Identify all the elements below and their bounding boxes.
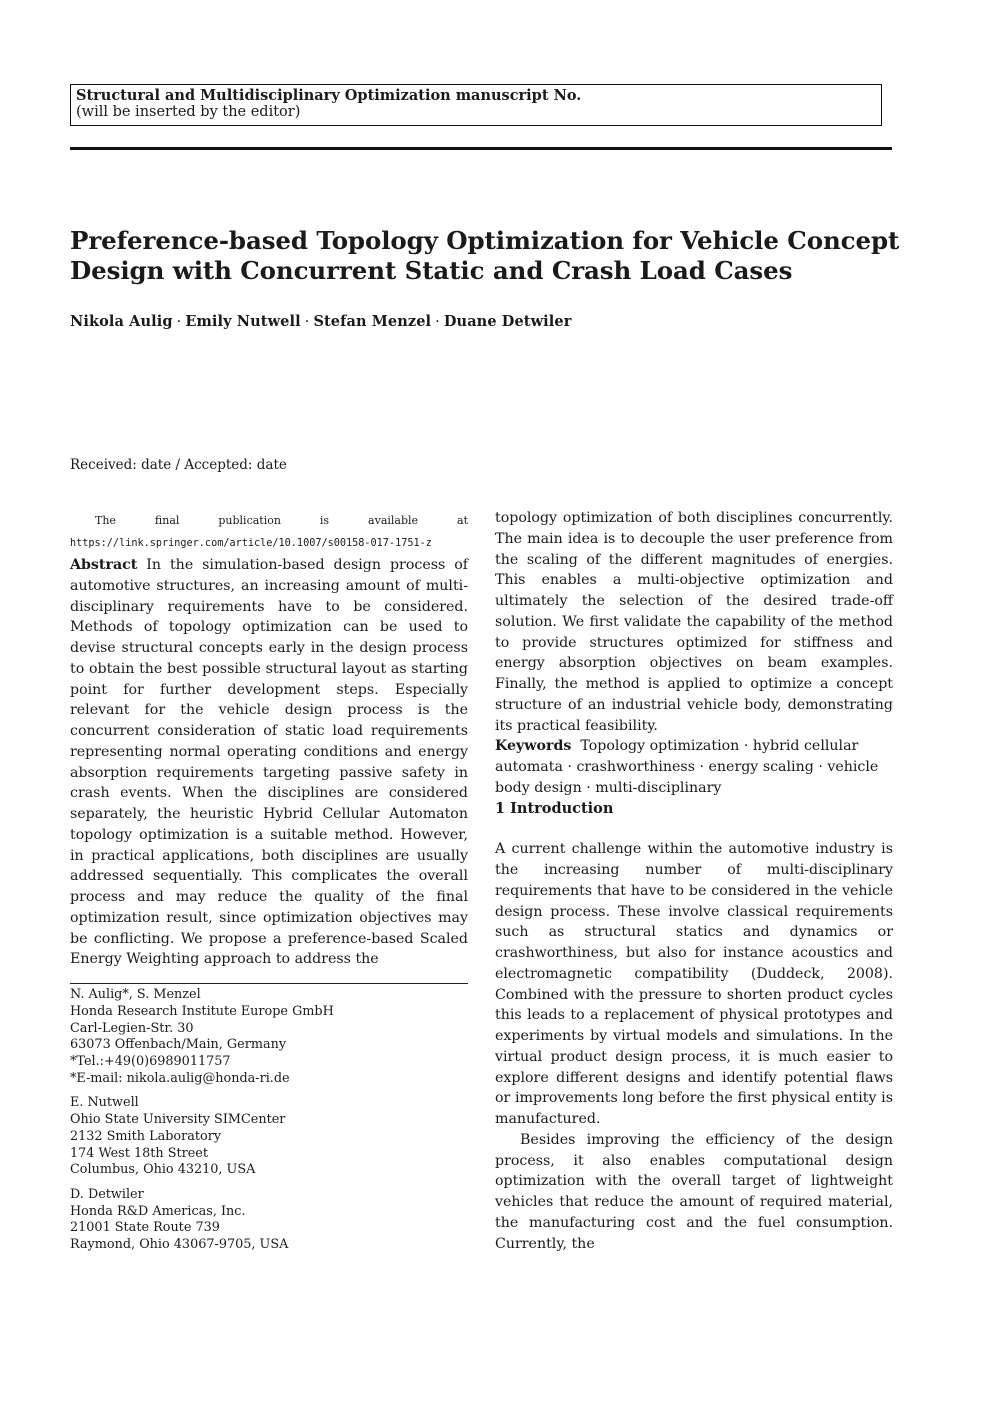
publication-note-text: The final publication is available at bbox=[95, 514, 468, 527]
affiliation-line: *E-mail: nikola.aulig@honda-ri.de bbox=[70, 1070, 290, 1086]
left-column bbox=[70, 510, 468, 970]
abstract-label: Abstract bbox=[70, 557, 138, 573]
affiliation-block bbox=[70, 987, 468, 1088]
affiliation-line: N. Aulig*, S. Menzel bbox=[70, 987, 201, 1002]
journal-header-box bbox=[70, 84, 882, 126]
abstract bbox=[70, 555, 468, 970]
footnote-rule bbox=[70, 983, 468, 984]
affiliation-line: Ohio State University SIMCenter bbox=[70, 1112, 286, 1128]
author-name: Emily Nutwell bbox=[185, 313, 301, 330]
keywords-label: Keywords bbox=[495, 738, 572, 755]
affiliation-line: Honda R&D Americas, Inc. bbox=[70, 1203, 246, 1219]
abstract-text: In the simulation-based design process of automotive structures, an increasing amount of multi-disciplinary requirements have to be considered. Methods of topology optimization can be used to devise structural concepts early in the design process to obtain the best possible structural layout as starting point for further development steps. Especially relevant for the vehicle design process is the concurrent consideration of static load requirements representing normal operating conditions and energy absorption requirements targeting passive safety in crash events. When the disciplines are considered separately, the heuristic Hybrid Cellular Automaton topology optimization is a suitable method. However, in practical applications, both disciplines are usually addressed sequentially. This complicates the overall process and may reduce the quality of the final optimization result, since optimization objectives may be conflicting. We propose a preference-based Scaled Energy Weighting approach to address the bbox=[70, 557, 469, 968]
paragraph: Besides improving the efficiency of the design process, it also enables computational design optimization with the overall target of lightweight vehicles that reduce the amount of required material, the manufacturing cost and the fuel consumption. Currently, the bbox=[495, 1131, 893, 1252]
keywords-text: Topology optimization · hybrid cellular automata · crashworthiness · energy scaling · vehicle body design · multi-disciplinary bbox=[495, 738, 879, 796]
author-name: Duane Detwiler bbox=[443, 313, 572, 330]
paper-title: Preference-based Topology Optimization for Vehicle Concept Design with Concurrent Static and Crash Load Cases bbox=[70, 226, 900, 285]
editor-note: (will be inserted by the editor) bbox=[76, 104, 301, 120]
publication-note bbox=[70, 510, 468, 555]
section-heading: 1 Introduction bbox=[495, 799, 614, 817]
affiliation-line: Raymond, Ohio 43067-9705, USA bbox=[70, 1237, 289, 1253]
affiliation-line: Carl-Legien-Str. 30 bbox=[70, 1020, 194, 1036]
author-separator: · bbox=[304, 314, 310, 330]
affiliation-line: Honda Research Institute Europe GmbH bbox=[70, 1003, 334, 1019]
journal-name: Structural and Multidisciplinary Optimization manuscript No. bbox=[76, 87, 582, 104]
paragraph: A current challenge within the automotive industry is the increasing number of multi-disciplinary requirements that have to be considered in the vehicle design process. These involve classical requirements such as structural statics and dynamics or crashworthiness, but also for instance acoustics and electromagnetic compatibility (Duddeck, 2008). Combined with the pressure to shorten product cycles this leads to a replacement of physical prototypes and experiments by virtual models and simulations. In the virtual product design process, it is much easier to explore different designs and identify potential flaws or improvements long before the first physical entity is manufactured. bbox=[495, 841, 893, 1127]
header-rule bbox=[70, 147, 892, 150]
author-separator: · bbox=[435, 314, 440, 330]
publication-link[interactable]: https://link.springer.com/article/10.1007/s00158-017-1751-z bbox=[70, 538, 432, 549]
introduction-body bbox=[495, 839, 893, 1254]
author-name: Stefan Menzel bbox=[313, 313, 432, 330]
author-name: Nikola Aulig bbox=[70, 313, 173, 330]
affiliation-block bbox=[70, 1095, 468, 1179]
keywords bbox=[495, 736, 893, 798]
abstract-continuation: topology optimization of both disciplines concurrently. The main idea is to decouple the user preference from the scaling of the different magnitudes of energies. This enables a multi-objective optimization and ultimately the selection of the desired trade-off solution. We first validate the capability of the method to provide structures optimized for stiffness and energy absorption objectives on beam examples. Finally, the method is applied to optimize a concept structure of an industrial vehicle body, demonstrating its practical feasibility. bbox=[495, 510, 893, 734]
right-column bbox=[495, 508, 893, 1254]
received-date: Received: date / Accepted: date bbox=[70, 457, 287, 473]
author-list bbox=[70, 313, 900, 330]
affiliation-line: 174 West 18th Street bbox=[70, 1145, 209, 1161]
affiliation-line: D. Detwiler bbox=[70, 1186, 144, 1202]
affiliation-line: 21001 State Route 739 bbox=[70, 1220, 220, 1236]
author-separator: · bbox=[176, 314, 182, 330]
affiliation-line: 63073 Offenbach/Main, Germany bbox=[70, 1037, 287, 1053]
affiliation-line: Columbus, Ohio 43210, USA bbox=[70, 1162, 256, 1178]
affiliation-line: 2132 Smith Laboratory bbox=[70, 1128, 222, 1144]
affiliation-line: *Tel.:+49(0)6989011757 bbox=[70, 1054, 231, 1070]
affiliation-block bbox=[70, 1187, 468, 1254]
affiliations bbox=[70, 987, 468, 1261]
affiliation-line: E. Nutwell bbox=[70, 1095, 139, 1111]
